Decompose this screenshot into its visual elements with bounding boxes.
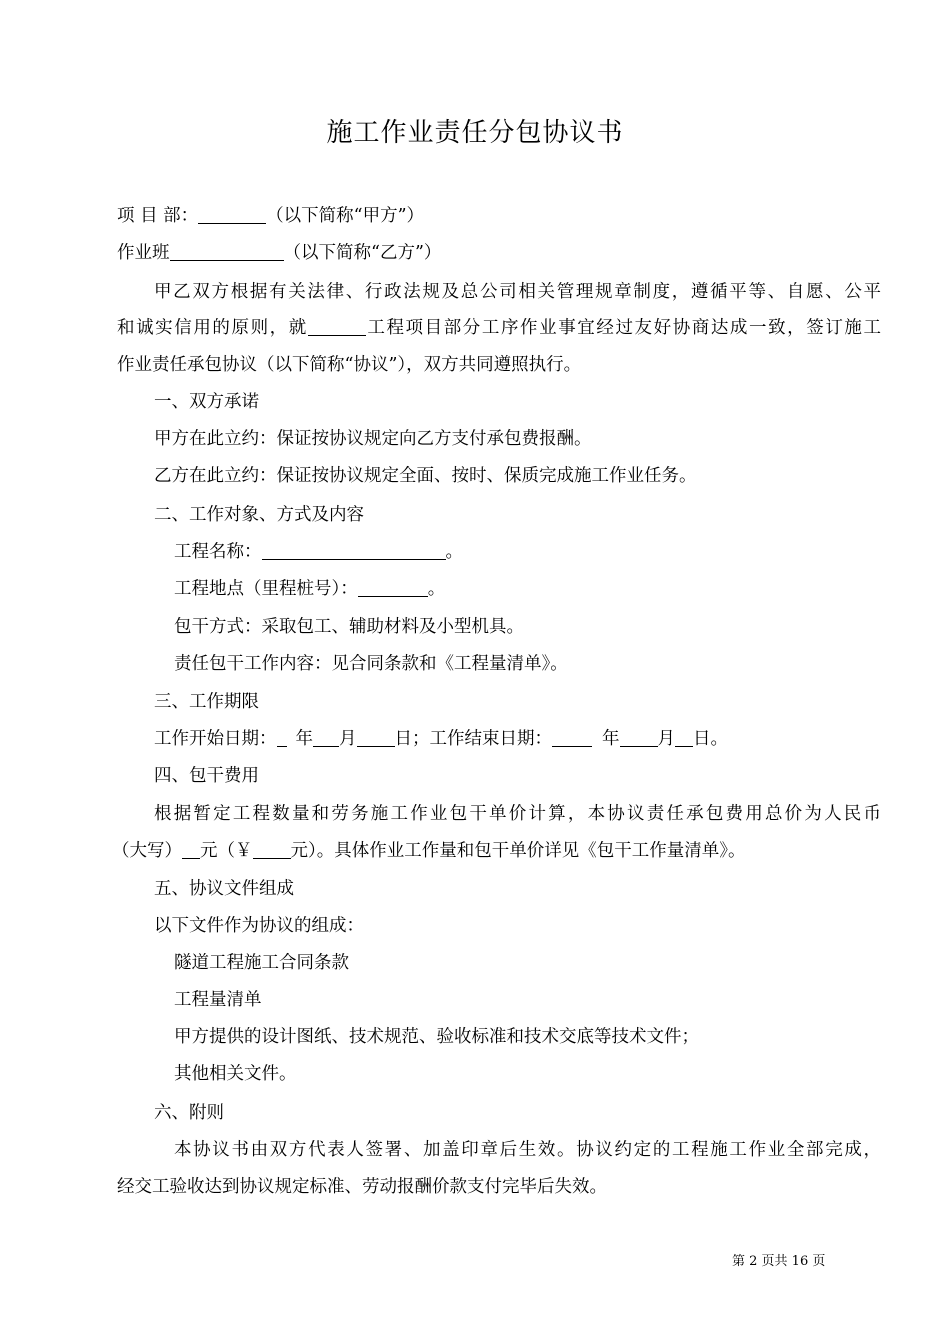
intro-line-3: 作业责任承包协议（以下简称“协议”），双方共同遵照执行。 [117,355,582,375]
intro-line-2-end: 工程项目部分工序作业事宜经过友好协商达成一致，签订施工 [365,318,881,338]
section-1-heading: 一、双方承诺 [154,392,259,412]
section-4-heading: 四、包干费用 [154,766,259,786]
document-item: 其他相关文件。 [174,1064,297,1084]
project-name-field[interactable] [262,541,446,560]
party-b-label: 作业班 [117,243,170,263]
fee-number-field[interactable] [253,840,291,859]
section-6-heading: 六、附则 [154,1103,224,1123]
document-item: 工程量清单 [174,990,262,1010]
section-3-heading: 三、工作期限 [154,692,259,712]
party-b-blank[interactable] [170,242,284,261]
project-location-line [174,577,445,601]
party-a-suffix: （以下简称“甲方”） [266,206,425,226]
fee-line-2-end: 元）。具体作业工作量和包干单价详见《包干工作量清单》。 [290,841,746,861]
project-location-field[interactable] [358,578,428,597]
party-a-blank[interactable] [198,205,266,224]
end-month-field[interactable] [620,728,658,747]
document-title: 施工作业责任分包协议书 [326,118,624,148]
intro-line-1: 甲乙双方根据有关法律、行政法规及总公司相关管理规章制度，遵循平等、自愿、公平 [154,282,881,302]
end-year-field[interactable] [552,728,592,747]
end-month-unit: 月 [657,729,675,749]
start-month-unit: 月 [339,729,357,749]
end-day-field[interactable] [675,728,693,747]
work-period-line [154,727,728,751]
party-b-line [117,241,441,265]
fee-line-1: 根据暂定工程数量和劳务施工作业包干单价计算，本协议责任承包费用总价为人民币 [154,804,881,824]
document-item: 隧道工程施工合同条款 [174,953,349,973]
party-b-suffix: （以下简称“乙方”） [283,243,442,263]
start-date-label: 工作开始日期： [154,729,277,749]
end-year-unit: 年 [602,729,620,749]
fee-line-2 [112,839,746,863]
fee-capital-field[interactable] [182,840,200,859]
contract-content: 责任包干工作内容：见合同条款和《工程量清单》。 [174,654,568,674]
section-5-heading: 五、协议文件组成 [154,879,294,899]
party-a-label: 项 目 部： [117,206,199,226]
start-day-field[interactable] [357,728,395,747]
end-day-unit: 日。 [693,729,728,749]
project-name-end: 。 [445,542,463,562]
project-location-end: 。 [427,579,446,599]
contract-method: 包干方式：采取包工、辅助材料及小型机具。 [174,617,524,637]
project-name-line [174,540,463,564]
end-date-label: 日；工作结束日期： [394,729,552,749]
section-1-party-b: 乙方在此立约：保证按协议规定全面、按时、保质完成施工作业任务。 [154,466,697,486]
project-location-label: 工程地点（里程桩号）： [174,579,358,599]
fee-capital-label: （大写） [112,841,182,861]
section-1-party-a: 甲方在此立约：保证按协议规定向乙方支付承包费报酬。 [154,429,592,449]
section-2-heading: 二、工作对象、方式及内容 [154,505,364,525]
document-item: 甲方提供的设计图纸、技术规范、验收标准和技术交底等技术文件； [174,1027,699,1047]
project-name-label: 工程名称： [174,542,262,562]
start-year-unit: 年 [295,729,313,749]
appendix-line-2: 经交工验收达到协议规定标准、劳动报酬价款支付完毕后失效。 [117,1177,607,1197]
page-number: 第 2 页共 16 页 [732,1254,826,1269]
appendix-line-1: 本协议书由双方代表人签署、加盖印章后生效。协议约定的工程施工作业全部完成， [174,1140,881,1160]
start-year-field[interactable] [277,728,287,747]
fee-number-label: 元（￥ [200,841,253,861]
start-month-field[interactable] [313,728,339,747]
intro-line-2-start: 和诚实信用的原则，就 [117,318,308,338]
project-name-blank[interactable] [308,317,366,336]
section-5-intro: 以下文件作为协议的组成： [154,916,364,936]
intro-line-2 [117,316,881,340]
party-a-line [117,204,424,228]
